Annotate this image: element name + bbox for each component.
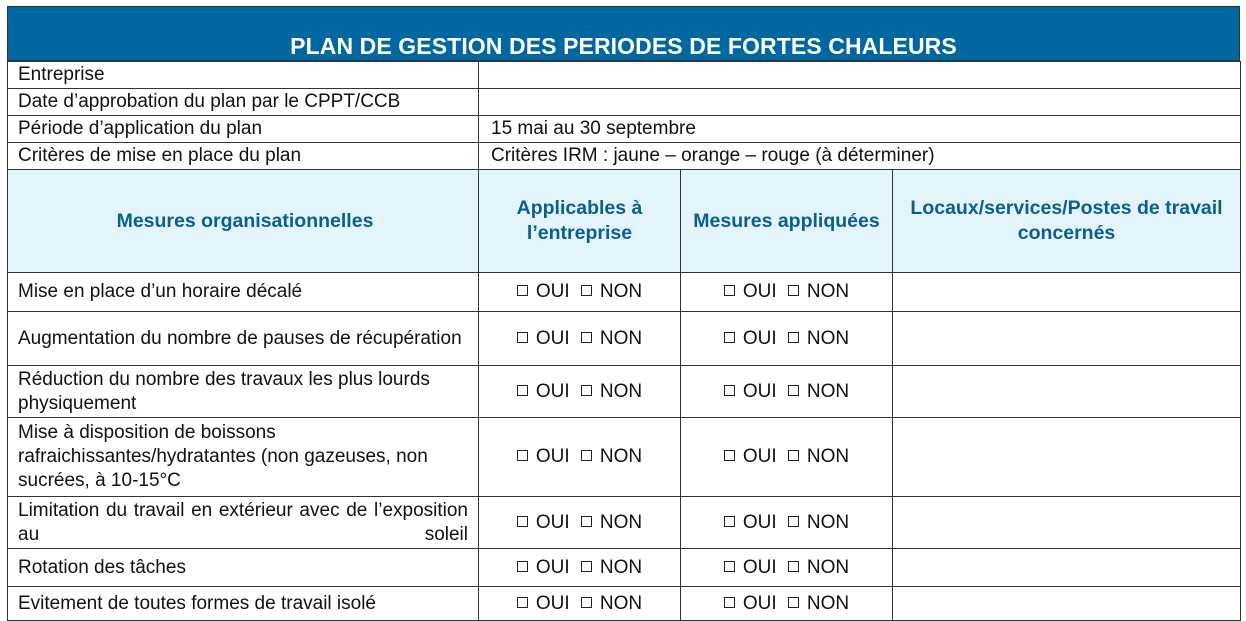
non-checkbox[interactable] <box>581 561 592 572</box>
oui-checkbox[interactable] <box>517 385 528 396</box>
non-checkbox[interactable] <box>581 597 592 608</box>
appliquee-choice <box>681 366 893 418</box>
info-label: Critères de mise en place du plan <box>8 143 479 170</box>
measure-label: Limitation du travail en extérieur avec de l’exposition au soleil <box>8 497 479 549</box>
non-label: NON <box>806 592 850 614</box>
appliquee-choice <box>681 273 893 312</box>
locaux-field[interactable] <box>893 587 1241 621</box>
measure-label: Rotation des tâches <box>8 549 479 587</box>
non-checkbox[interactable] <box>581 516 592 527</box>
appliquee-choice <box>681 587 893 621</box>
locaux-field[interactable] <box>893 366 1241 418</box>
non-label: NON <box>806 511 850 533</box>
header-locaux-services: Locaux/services/Postes de travail concernés <box>893 170 1241 273</box>
non-checkbox[interactable] <box>581 285 592 296</box>
info-value-field[interactable]: 15 mai au 30 septembre <box>479 116 1241 143</box>
oui-checkbox[interactable] <box>724 385 735 396</box>
measure-label: Augmentation du nombre de pauses de récupération <box>8 312 479 366</box>
header-applicables: Applicables à l’entreprise <box>479 170 681 273</box>
oui-checkbox[interactable] <box>517 597 528 608</box>
oui-label: OUI <box>742 446 777 467</box>
info-value-field[interactable] <box>479 89 1241 116</box>
oui-checkbox[interactable] <box>724 285 735 296</box>
plan-table <box>7 61 1241 621</box>
non-label: NON <box>599 592 643 614</box>
oui-label: OUI <box>742 327 777 349</box>
non-checkbox[interactable] <box>788 597 799 608</box>
measure-label: Réduction du nombre des travaux les plus lourds physiquement <box>8 366 479 418</box>
oui-label: OUI <box>742 281 777 302</box>
appliquee-choice <box>681 549 893 587</box>
applicable-choice <box>479 366 681 418</box>
non-label: NON <box>806 327 850 349</box>
oui-label: OUI <box>742 511 777 533</box>
appliquee-choice <box>681 418 893 497</box>
oui-label: OUI <box>742 380 777 402</box>
non-label: NON <box>806 556 850 578</box>
applicable-choice <box>479 418 681 497</box>
header-mesures-organisationnelles: Mesures organisationnelles <box>8 170 479 273</box>
oui-label: OUI <box>742 556 777 578</box>
non-checkbox[interactable] <box>788 332 799 343</box>
non-label: NON <box>806 281 850 302</box>
oui-checkbox[interactable] <box>724 597 735 608</box>
info-row-date-approbation <box>8 89 1241 116</box>
applicable-choice <box>479 587 681 621</box>
info-label: Entreprise <box>8 62 479 89</box>
appliquee-choice <box>681 312 893 366</box>
locaux-field[interactable] <box>893 273 1241 312</box>
non-label: NON <box>599 380 643 402</box>
info-label: Période d’application du plan <box>8 116 479 143</box>
info-value-field[interactable] <box>479 62 1241 89</box>
non-label: NON <box>599 511 643 533</box>
oui-label: OUI <box>535 380 570 402</box>
non-label: NON <box>599 281 643 302</box>
appliquee-choice <box>681 497 893 549</box>
table-header-row <box>8 170 1241 273</box>
oui-checkbox[interactable] <box>724 450 735 461</box>
applicable-choice <box>479 273 681 312</box>
measure-row <box>8 587 1241 621</box>
oui-label: OUI <box>535 327 570 349</box>
oui-checkbox[interactable] <box>517 332 528 343</box>
non-checkbox[interactable] <box>581 385 592 396</box>
oui-checkbox[interactable] <box>517 561 528 572</box>
measure-label: Evitement de toutes formes de travail isolé <box>8 587 479 621</box>
non-checkbox[interactable] <box>788 450 799 461</box>
oui-checkbox[interactable] <box>724 516 735 527</box>
measure-row <box>8 418 1241 497</box>
measure-row <box>8 366 1241 418</box>
measure-row <box>8 273 1241 312</box>
oui-checkbox[interactable] <box>517 285 528 296</box>
measure-row <box>8 549 1241 587</box>
non-checkbox[interactable] <box>581 332 592 343</box>
info-label: Date d’approbation du plan par le CPPT/CCB <box>8 89 479 116</box>
non-checkbox[interactable] <box>788 561 799 572</box>
oui-label: OUI <box>535 281 570 302</box>
oui-label: OUI <box>742 592 777 614</box>
measure-label: Mise à disposition de boissons rafraichissantes/hydratantes (non gazeuses, non sucrées, à 10-15°C <box>8 418 479 497</box>
non-label: NON <box>806 380 850 402</box>
locaux-field[interactable] <box>893 312 1241 366</box>
measure-row <box>8 497 1241 549</box>
non-checkbox[interactable] <box>788 385 799 396</box>
oui-label: OUI <box>535 446 570 467</box>
locaux-field[interactable] <box>893 497 1241 549</box>
info-row-criteres <box>8 143 1241 170</box>
measure-label: Mise en place d’un horaire décalé <box>8 273 479 312</box>
oui-checkbox[interactable] <box>517 516 528 527</box>
applicable-choice <box>479 497 681 549</box>
non-label: NON <box>599 327 643 349</box>
non-checkbox[interactable] <box>581 450 592 461</box>
non-checkbox[interactable] <box>788 516 799 527</box>
oui-label: OUI <box>535 511 570 533</box>
header-mesures-appliquees: Mesures appliquées <box>681 170 893 273</box>
info-row-entreprise <box>8 62 1241 89</box>
non-label: NON <box>806 446 850 467</box>
applicable-choice <box>479 549 681 587</box>
locaux-field[interactable] <box>893 418 1241 497</box>
applicable-choice <box>479 312 681 366</box>
document <box>7 6 1240 621</box>
locaux-field[interactable] <box>893 549 1241 587</box>
non-checkbox[interactable] <box>788 285 799 296</box>
oui-checkbox[interactable] <box>724 561 735 572</box>
oui-checkbox[interactable] <box>517 450 528 461</box>
oui-label: OUI <box>535 592 570 614</box>
measure-row <box>8 312 1241 366</box>
info-value-field[interactable]: Critères IRM : jaune – orange – rouge (à déterminer) <box>479 143 1241 170</box>
non-label: NON <box>599 446 643 467</box>
oui-checkbox[interactable] <box>724 332 735 343</box>
page-title: PLAN DE GESTION DES PERIODES DE FORTES CHALEURS <box>7 6 1240 61</box>
non-label: NON <box>599 556 643 578</box>
oui-label: OUI <box>535 556 570 578</box>
info-row-periode <box>8 116 1241 143</box>
